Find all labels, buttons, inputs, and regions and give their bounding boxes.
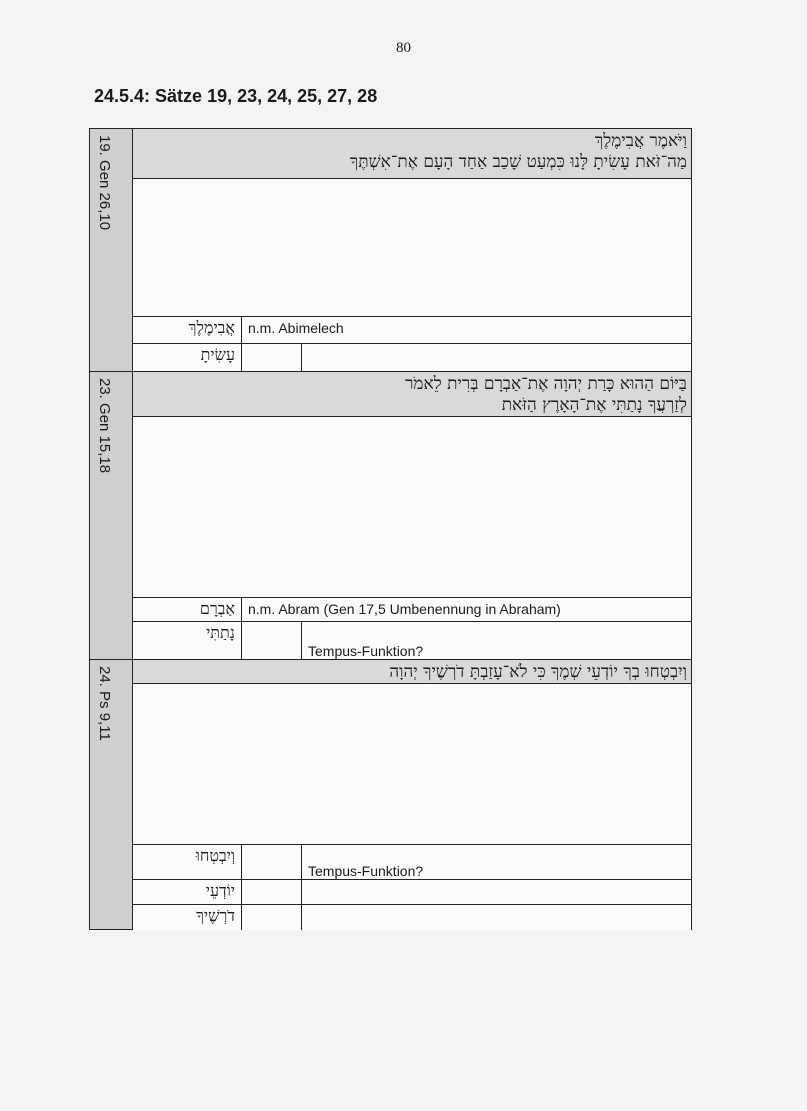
sentence-24-label	[96, 666, 112, 741]
vocab-answer-box[interactable]	[242, 905, 302, 930]
vocab-row	[133, 879, 691, 905]
sentence-reference: Gen 26,10	[96, 160, 113, 231]
vocab-answer-box[interactable]	[242, 622, 302, 660]
sentence-23-hebrew-text	[133, 372, 691, 417]
vocab-word: עָשִׂיתָ	[133, 344, 242, 372]
hebrew-line: וַיֹּאמֶר אֲבִימֶלֶךְ	[594, 131, 687, 151]
vocab-answer-box[interactable]	[242, 845, 302, 880]
section-title: 24.5.4: Sätze 19, 23, 24, 25, 27, 28	[94, 86, 378, 106]
vocab-note-area[interactable]	[302, 880, 691, 905]
vocab-row	[133, 597, 691, 622]
vocab-word: אֲבִימֶלֶךְ	[133, 317, 242, 344]
sentence-number: 24.	[96, 666, 113, 687]
sentence-19-label	[96, 135, 112, 230]
vocab-row	[133, 316, 691, 344]
sentence-23-translation-area[interactable]	[133, 417, 691, 597]
sentence-24	[90, 660, 691, 929]
vocab-note-area[interactable]	[302, 845, 691, 880]
sentence-19-label-column	[90, 129, 133, 371]
vocab-word: נָתַתִּי	[133, 622, 242, 660]
vocab-word: אַבְרָם	[133, 598, 242, 622]
sentence-24-translation-area[interactable]	[133, 684, 691, 844]
sentence-reference: Gen 15,18	[96, 403, 113, 474]
sentence-23	[90, 372, 691, 659]
sentence-19	[90, 129, 691, 371]
sentence-24-hebrew-text	[133, 660, 691, 684]
vocab-note: n.m. Abram (Gen 17,5 Umbenennung in Abraham)	[248, 601, 561, 617]
sentence-19-translation-area[interactable]	[133, 179, 691, 316]
vocab-row	[133, 343, 691, 372]
vocab-answer-box[interactable]	[242, 344, 302, 372]
sentence-23-label-column	[90, 372, 133, 659]
sentence-23-label	[96, 378, 112, 473]
hebrew-line: בַּיּוֹם הַהוּא כָּרַת יְהוָה אֶת־אַבְרָם בְּרִית לֵאמֹר	[405, 374, 687, 394]
hebrew-line: לְזַרְעֲךָ נָתַתִּי אֶת־הָאָרֶץ הַזֹּאת	[501, 395, 687, 415]
vocab-note-area[interactable]	[302, 905, 691, 930]
sentence-reference: Ps 9,11	[96, 691, 113, 741]
hebrew-line: מַה־זֹּאת עָשִׂיתָ לָּנוּ כִּמְעַט שָׁכַב אַחַד הָעָם אֶת־אִשְׁתֶּךָ	[349, 152, 687, 172]
sentence-19-hebrew-text	[133, 129, 691, 179]
vocab-note: Tempus-Funktion?	[308, 643, 424, 659]
vocab-row	[133, 621, 691, 660]
sentence-number: 19.	[96, 135, 113, 156]
vocab-note-area[interactable]	[302, 622, 691, 660]
vocab-answer-box[interactable]	[242, 880, 302, 905]
sentence-24-label-column	[90, 660, 133, 929]
worksheet-table	[89, 128, 692, 930]
vocab-row	[133, 904, 691, 930]
vocab-note: Tempus-Funktion?	[308, 863, 424, 879]
vocab-note: n.m. Abimelech	[248, 320, 344, 336]
vocab-note-area[interactable]	[302, 344, 691, 372]
hebrew-line: וְיִבְטְחוּ בְךָ יוֹדְעֵי שְׁמֶךָ כִּי לֹא־עָזַבְתָּ דֹרְשֶׁיךָ יְהוָה	[389, 662, 687, 682]
vocab-word: יוֹדְעֵי	[133, 880, 242, 905]
vocab-word: דֹרְשֶׁיךָ	[133, 905, 242, 930]
vocab-row	[133, 844, 691, 880]
vocab-word: וְיִבְטְחוּ	[133, 845, 242, 880]
page-number: 80	[396, 40, 411, 56]
sentence-number: 23.	[96, 378, 113, 399]
